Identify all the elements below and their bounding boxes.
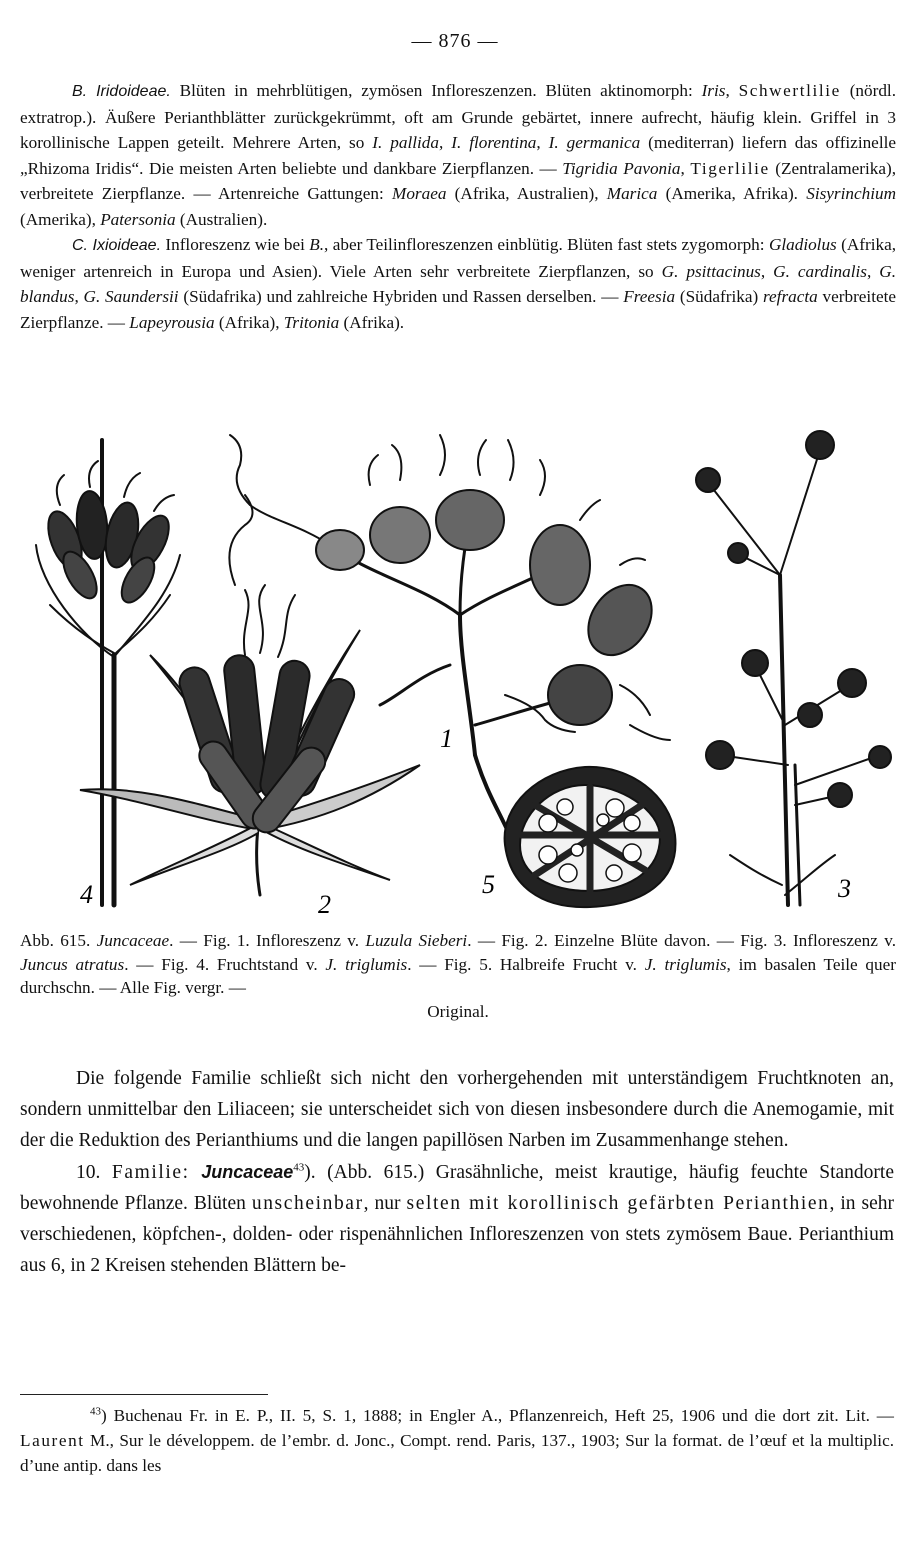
common-name: Schwertlilie <box>738 81 841 100</box>
author-name: Laurent <box>20 1430 85 1450</box>
body-paragraph-juncaceae <box>20 1157 894 1282</box>
taxon-name: G. cardinalis <box>773 261 867 281</box>
taxon-name: I. florentina <box>451 133 537 152</box>
fig-label-3: 3 <box>838 874 851 903</box>
fig4-fruiting-head-drawing <box>36 440 180 905</box>
taxon-name: Luzula Sieberi <box>365 931 468 950</box>
taxon-name: Tritonia <box>283 312 340 332</box>
footnote-number: 43 <box>90 1405 101 1418</box>
taxon-name: G. blandus <box>20 261 896 306</box>
text-run: , nur <box>363 1192 407 1214</box>
fig-label-5: 5 <box>482 870 495 899</box>
taxon-name: I. germanica <box>548 133 641 152</box>
taxon-name: Sisyrinchium <box>806 184 896 203</box>
text-run: (mediterran) liefern das offizinelle „Rhizoma Iridis“. Die meisten Arten beliebte und dankbare Zierpflanzen. — <box>20 133 896 178</box>
page-number: — 876 — <box>411 30 499 52</box>
taxon-name: Patersonia <box>100 209 176 229</box>
family-name: Juncaceae <box>201 1161 294 1182</box>
footnote-43 <box>20 1404 894 1478</box>
text-run: , in sehr verschiedenen, köpfchen-, dolden- oder rispenähnlichen Infloreszenzen von stets zymösem Baue. Perianthium aus 6, in 2 Kreisen stehenden Blättern be- <box>20 1192 895 1277</box>
text-run: , <box>536 133 549 152</box>
taxon-name: Iris <box>701 81 726 100</box>
taxon-name: Juncus atratus <box>20 954 125 974</box>
text-run: Infloreszenz wie bei <box>161 235 310 254</box>
text-run: , <box>760 261 774 281</box>
fig-label-2: 2 <box>318 890 331 919</box>
taxon-name: I. pallida <box>372 133 439 152</box>
text-run: , aber Teilinfloreszenzen einblütig. Blüten fast stets zygomorph: <box>324 235 769 254</box>
fig-label-1: 1 <box>440 724 453 753</box>
fig5-fruit-cross-section-drawing <box>505 767 676 907</box>
text-run: . — Fig. 5. Halbreife Frucht v. <box>407 954 645 974</box>
text-run: , <box>866 261 880 281</box>
text-run: 10. <box>76 1161 112 1183</box>
taxon-name: J. triglumis <box>325 954 408 974</box>
iridaceae-subfamilies-text <box>20 78 896 335</box>
taxon-name: Marica <box>606 184 658 203</box>
text-run: , <box>74 287 84 306</box>
text-run: M., Sur le développem. de l’embr. d. Jonc., Compt. rend. Paris, 137., 1903; Sur la format. de l’œuf et la multiplic. d’une antip. dans les <box>20 1430 894 1475</box>
botanical-illustration-juncaceae <box>20 425 898 925</box>
text-run: (Südafrika) <box>675 287 763 306</box>
text-run: . — Fig. 1. Infloreszenz v. <box>169 931 366 950</box>
caption-original-note: Original. <box>427 1001 489 1021</box>
text-run: , im basalen Teile quer durchschn. — Alle Fig. vergr. — <box>20 954 896 997</box>
text-run: (Zentralamerika), verbreitete Zierpflanze. — Artenreiche Gattungen: <box>20 158 896 203</box>
taxon-name: Juncaceae <box>96 931 170 950</box>
text-run: (Afrika), <box>214 312 284 332</box>
taxon-name: Moraea <box>392 184 447 203</box>
footnote-ref: 43 <box>293 1161 305 1174</box>
subfamily-heading-ixioideae: C. Ixioideae. <box>72 237 162 254</box>
text-run: (Australien). <box>175 209 268 229</box>
fig3-juncus-inflorescence-drawing <box>696 431 891 905</box>
taxon-name: refracta <box>762 287 818 306</box>
text-run <box>190 1162 202 1183</box>
text-run: Blüten in mehrblütigen, zymösen Infloreszenzen. Blüten aktinomorph: <box>170 81 702 100</box>
text-run: . — Fig. 2. Einzelne Blüte davon. — Fig. 3. Infloreszenz v. <box>467 931 896 950</box>
taxon-name: Freesia <box>623 287 676 306</box>
text-run: verbreitete Zierpflanze. — <box>20 287 896 332</box>
text-run: . — Fig. 4. Fruchtstand v. <box>124 954 326 974</box>
taxon-name: G. Saundersii <box>83 287 179 306</box>
footnote-rule <box>20 1394 268 1395</box>
text-run: (Afrika). <box>339 312 405 332</box>
text-run: ). (Abb. 615.) Grasähnliche, meist krautige, häufig feuchte Standorte bewohnende Pflanze. Blüten <box>20 1161 895 1214</box>
emphasis: selten mit korollinisch gefärbten Perianthien <box>406 1192 830 1214</box>
text-run: (nördl. extratrop.). Äußere Perianthblätter zurückgekrümmt, oft am Grunde gebärtet, innere aufrecht, häufig klein. Griffel in 3 korollinische Lappen geteilt. Mehrere Arten, so <box>20 81 896 152</box>
common-name: Tigerlilie <box>690 158 770 178</box>
text-run: (Afrika, weniger artenreich in Europa und Asien). Viele Arten sehr verbreitete Zierpflanzen, so <box>20 235 896 281</box>
text-run: (Südafrika) und zahlreiche Hybriden und Rassen derselben. — <box>178 287 624 306</box>
family-label: Familie: <box>111 1161 190 1183</box>
text-run: (Amerika, Afrika). <box>657 184 807 203</box>
taxon-name: Tigridia Pavonia <box>562 158 681 178</box>
text-run: (Amerika), <box>20 209 101 229</box>
text-run: , <box>438 133 452 152</box>
subfamily-heading-iridoideae: B. Iridoideae. <box>72 83 171 100</box>
text-run: ) Buchenau Fr. in E. P., II. 5, S. 1, 1888; in Engler A., Pflanzenreich, Heft 25, 1906 und die dort zit. Lit. — <box>101 1406 894 1425</box>
iridoideae-paragraph <box>20 78 896 232</box>
text-run: , <box>680 158 691 178</box>
text-run: Abb. 615. <box>20 931 97 950</box>
text-run: , <box>725 81 739 100</box>
figure-caption <box>20 929 896 1023</box>
footnote <box>20 1404 894 1478</box>
main-body-text <box>20 1063 894 1281</box>
text-run: (Afrika, Australien), <box>446 184 607 203</box>
emphasis: unscheinbar <box>251 1192 364 1214</box>
body-paragraph-intro: Die folgende Familie schließt sich nicht den vorhergehenden mit unterständigem Fruchtknoten an, sondern unmittelbar den Liliaceen; sie unterscheidet sich von diesen insbesondere durch die Anemogamie, mit der die Reduktion des Perianthiums und die langen papillösen Narben im Zusammenhange stehen. <box>20 1068 894 1152</box>
reference: B. <box>309 235 325 254</box>
taxon-name: G. psittacinus <box>661 261 761 281</box>
taxon-name: Gladiolus <box>768 235 837 254</box>
taxon-name: Lapeyrousia <box>129 312 215 332</box>
taxon-name: J. triglumis <box>644 954 727 974</box>
fig-label-4: 4 <box>80 880 93 909</box>
ixioideae-paragraph <box>20 232 896 335</box>
